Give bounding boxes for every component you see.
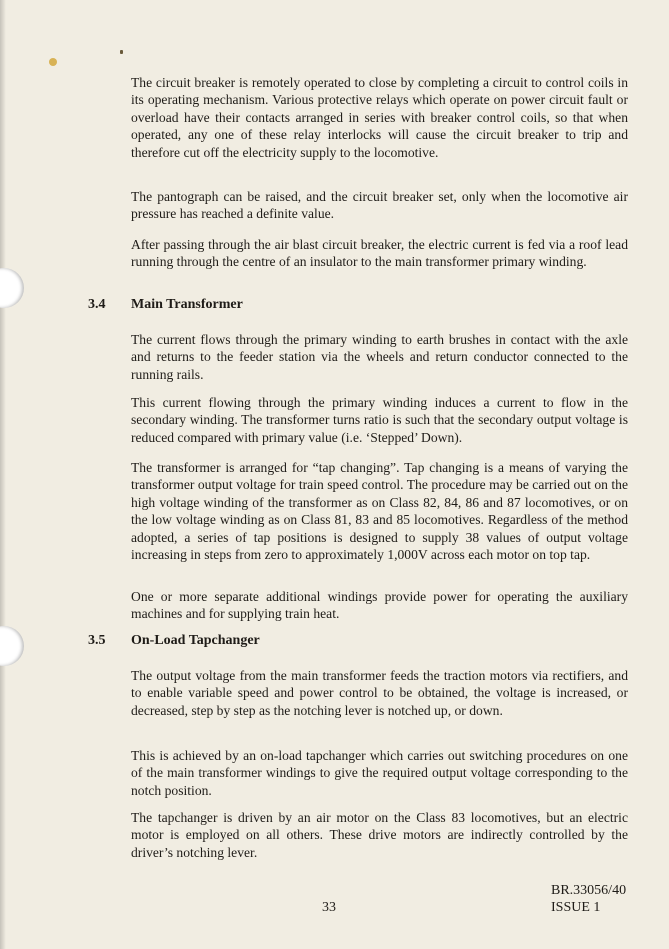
paragraph-secondary-winding: This current flowing through the primary winding induces a current to flow in the secondary winding. The transformer turns ratio is such that the secondary output voltage is reduced compared with primary value (i.e. ‘Stepped’ Down).: [131, 395, 628, 445]
paragraph-switching: This is achieved by an on-load tapchanger which carries out switching procedures on one of the main transformer windings to give the required output voltage corresponding to the notch position.: [131, 748, 628, 798]
paragraph-air-blast: After passing through the air blast circuit breaker, the electric current is fed via a roof lead running through the centre of an insulator to the main transformer primary winding.: [131, 237, 628, 270]
section-number-3-4: 3.4: [88, 297, 106, 312]
paragraph-primary-winding: The current flows through the primary winding to earth brushes in contact with the axle and returns to the feeder station via the wheels and return conductor connected to the running rails.: [131, 332, 628, 382]
speck-mark: [120, 50, 123, 54]
section-number-3-5: 3.5: [88, 633, 106, 648]
punch-hole-top: [0, 268, 24, 308]
paragraph-pantograph: The pantograph can be raised, and the circuit breaker set, only when the locomotive air pressure has reached a definite value.: [131, 189, 628, 222]
issue-label: ISSUE 1: [551, 900, 601, 915]
punch-hole-bottom: [0, 626, 24, 666]
page-number: 33: [322, 900, 336, 915]
paragraph-output-voltage: The output voltage from the main transformer feeds the traction motors via rectifiers, and to enable variable speed and power control to be obtained, the voltage is increased, or decreased, step by step as the notching lever is notched up, or down.: [131, 668, 628, 718]
stain-mark: [49, 58, 57, 66]
document-reference: BR.33056/40: [551, 883, 627, 898]
paragraph-tapchanger-drive: The tapchanger is driven by an air motor on the Class 83 locomotives, but an electric motor is employed on all others. These drive motors are indirectly controlled by the driver’s notching lever.: [131, 810, 628, 860]
paragraph-circuit-breaker: The circuit breaker is remotely operated to close by completing a circuit to control coils in its operating mechanism. Various protective relays which operate on power circuit fault or overload have their contacts arranged in series with breaker control coils, so that when operated, any one of these relay interlocks will cause the circuit breaker to trip and therefore cut off the electricity supply to the locomotive.: [131, 75, 628, 160]
section-heading-main-transformer: Main Transformer: [131, 297, 243, 312]
page-edge-shadow: [0, 0, 6, 949]
paragraph-tap-changing: The transformer is arranged for “tap changing”. Tap changing is a means of varying the transformer output voltage for train speed control. The procedure may be carried out on the high voltage winding of the transformer as on Class 82, 84, 86 and 87 locomotives, or on the low voltage winding as on Class 81, 83 and 85 locomotives. Regardless of the method adopted, a series of tap positions is designed to supply 38 values of output voltage increasing in steps from zero to approximately 1,000V across each motor on top tap.: [131, 460, 628, 563]
section-heading-on-load-tapchanger: On-Load Tapchanger: [131, 633, 260, 648]
paragraph-auxiliary-windings: One or more separate additional windings provide power for operating the auxiliary machines and for supplying train heat.: [131, 589, 628, 622]
